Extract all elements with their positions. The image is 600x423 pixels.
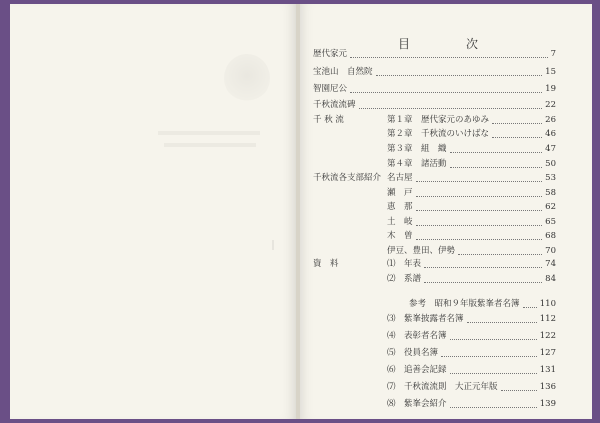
toc-entry-page: 50	[545, 159, 556, 169]
toc-entry-page: 139	[539, 399, 556, 409]
toc-entry-label: 第１章 歴代家元のあゆみ	[387, 115, 490, 125]
bleed-through-mark	[272, 240, 274, 250]
toc-entry-page: 22	[545, 100, 556, 110]
toc-entry	[387, 244, 556, 258]
toc-entry-page: 62	[545, 202, 556, 212]
toc-entry-page: 53	[545, 173, 556, 183]
toc-entry-label: 宝池山 自然院	[313, 67, 373, 77]
left-page	[10, 4, 296, 419]
toc-entry	[313, 82, 556, 96]
toc-entry-label: 名古屋	[387, 173, 413, 183]
toc-leader-dots	[450, 142, 542, 153]
toc-entry-label: 第２章 千秋流のいけばな	[387, 129, 490, 139]
toc-entry	[387, 257, 556, 271]
toc-leader-dots	[450, 397, 537, 408]
toc-entry-label: 瀬 戸	[387, 188, 413, 198]
toc-leader-dots	[467, 312, 537, 323]
toc-entry-label: ⑶ 紫峯披露者名簿	[387, 314, 464, 324]
toc-leader-dots	[424, 257, 542, 268]
toc-leader-dots	[450, 329, 537, 340]
toc-entry-label: ⑸ 役員名簿	[387, 348, 439, 358]
toc-entry-page: 112	[539, 314, 556, 324]
toc-entry-page: 131	[539, 365, 556, 375]
toc-entry-page: 58	[545, 188, 556, 198]
toc-entry-page: 84	[545, 274, 556, 284]
toc-leader-dots	[350, 82, 542, 93]
toc-leader-dots	[441, 346, 537, 357]
toc-entry-page: 65	[545, 217, 556, 227]
toc-leader-dots	[416, 171, 542, 182]
toc-entry	[409, 297, 556, 311]
toc-entry	[387, 380, 556, 394]
toc-entry	[387, 397, 556, 411]
toc-section-label: 千秋流各支部紹介	[313, 173, 382, 183]
toc-entry-label: 智園尼公	[313, 84, 348, 94]
toc-entry	[387, 157, 556, 171]
toc-entry-page: 110	[539, 299, 556, 309]
toc-leader-dots	[523, 297, 537, 308]
toc-entry-page: 26	[545, 115, 556, 125]
toc-entry-label: 千秋流流碑	[313, 100, 356, 110]
toc-entry-page: 68	[545, 231, 556, 241]
toc-entry-page: 15	[545, 67, 556, 77]
toc-entry-label: 第３章 組 織	[387, 144, 447, 154]
toc-entry	[313, 47, 556, 61]
toc-title: 目 次	[398, 37, 501, 51]
toc-entry	[387, 329, 556, 343]
toc-leader-dots	[376, 65, 542, 76]
toc-entry-label: ⑺ 千秋流流則 大正元年版	[387, 382, 498, 392]
toc-entry-page: 7	[550, 49, 556, 59]
toc-section-label: 千 秋 流	[313, 115, 344, 125]
toc-section-label: 資 料	[313, 259, 339, 269]
toc-entry-label: ⑹ 追善会記録	[387, 365, 447, 375]
toc-entry-page: 122	[539, 331, 556, 341]
toc-entry-label: 恵 那	[387, 202, 413, 212]
toc-entry	[387, 229, 556, 243]
toc-leader-dots	[359, 98, 542, 109]
toc-entry-label: ⑴ 年表	[387, 259, 422, 269]
toc-entry	[387, 312, 556, 326]
bleed-through-text	[164, 143, 256, 147]
toc-entry	[387, 186, 556, 200]
toc-leader-dots	[450, 157, 542, 168]
toc-entry	[387, 127, 556, 141]
toc-leader-dots	[458, 244, 542, 255]
toc-entry-page: 74	[545, 259, 556, 269]
toc-leader-dots	[416, 229, 542, 240]
toc-entry-label: ⑵ 系譜	[387, 274, 422, 284]
toc-leader-dots	[416, 200, 542, 211]
toc-entry	[387, 272, 556, 286]
toc-leader-dots	[416, 215, 542, 226]
toc-entry-page: 136	[539, 382, 556, 392]
toc-entry	[387, 200, 556, 214]
toc-entry-page: 70	[545, 246, 556, 256]
toc-entry-page: 46	[545, 129, 556, 139]
toc-leader-dots	[492, 113, 542, 124]
toc-entry	[387, 171, 556, 185]
toc-entry-page: 127	[539, 348, 556, 358]
toc-entry-label: ⑻ 紫峯会紹介	[387, 399, 447, 409]
toc-entry-page: 47	[545, 144, 556, 154]
toc-leader-dots	[492, 127, 542, 138]
toc-entry	[387, 113, 556, 127]
toc-entry	[387, 142, 556, 156]
bleed-through-text	[158, 131, 260, 135]
toc-entry	[313, 65, 556, 79]
toc-entry-label: 歴代家元	[313, 49, 348, 59]
toc-entry-label: 土 岐	[387, 217, 413, 227]
toc-entry-label: 木 曽	[387, 231, 413, 241]
toc-entry	[387, 215, 556, 229]
toc-entry-label: ⑷ 表彰者名簿	[387, 331, 447, 341]
toc-leader-dots	[450, 363, 537, 374]
toc-leader-dots	[501, 380, 537, 391]
toc-entry	[387, 363, 556, 377]
bleed-through-emblem	[224, 54, 270, 102]
toc-entry-page: 19	[545, 84, 556, 94]
toc-leader-dots	[416, 186, 542, 197]
toc-leader-dots	[350, 47, 548, 58]
toc-entry-label: 参考 昭和９年版紫峯者名簿	[409, 299, 520, 309]
toc-entry	[313, 98, 556, 112]
toc-entry-label: 第４章 諸活動	[387, 159, 447, 169]
toc-entry	[387, 346, 556, 360]
toc-entry-label: 伊豆、豊田、伊勢	[387, 246, 456, 256]
toc-leader-dots	[424, 272, 542, 283]
